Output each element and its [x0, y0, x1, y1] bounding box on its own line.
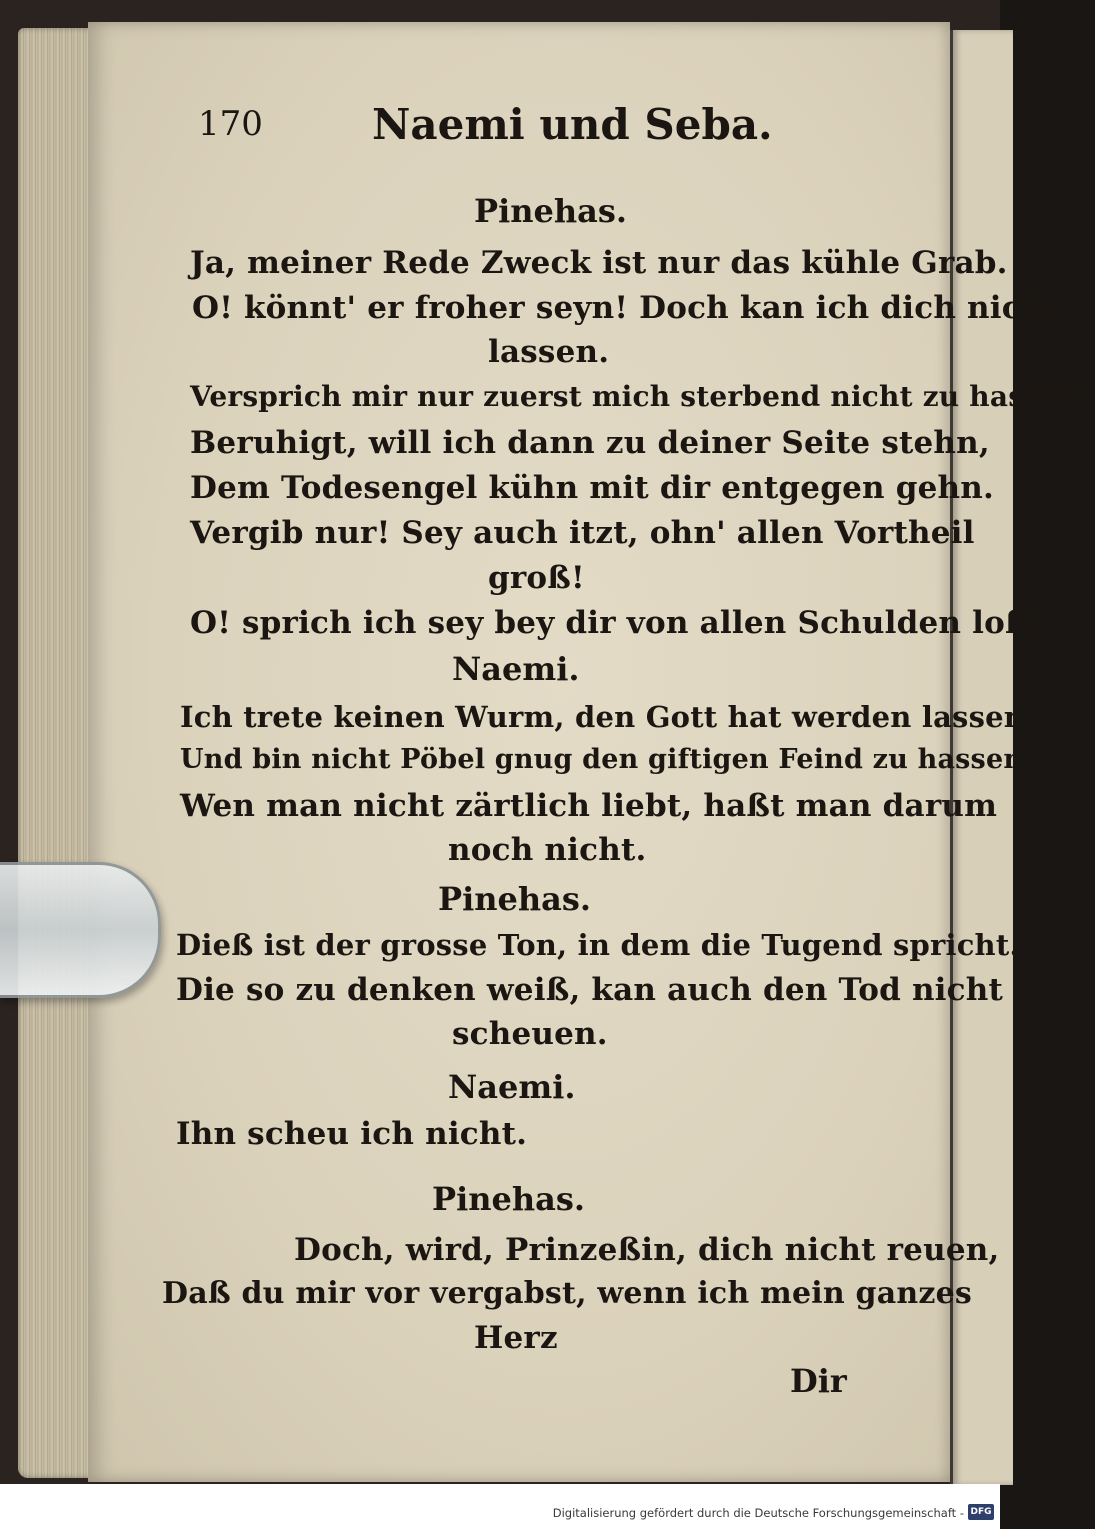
verse-line: Und bin nicht Pöbel gnug den giftigen Feind zu hassen.: [180, 744, 1033, 775]
verse-line: lassen.: [488, 334, 610, 370]
funding-credit: Digitalisierung gefördert durch die Deutsche Forschungsgemeinschaft -: [552, 1506, 964, 1520]
speaker-name: Pinehas.: [438, 880, 591, 918]
verse-line: Dem Todesengel kühn mit dir entgegen gehn.: [190, 470, 995, 506]
verse-line: Doch, wird, Prinzeßin, dich nicht reuen,: [294, 1232, 1000, 1268]
verse-line: groß!: [488, 560, 585, 596]
verse-line: Ja, meiner Rede Zweck ist nur das kühle Grab.: [190, 245, 1008, 281]
verse-line: Beruhigt, will ich dann zu deiner Seite stehn,: [190, 425, 990, 461]
running-title: Naemi und Seba.: [372, 100, 773, 149]
verse-line: Ich trete keinen Wurm, den Gott hat werden lassen: [180, 700, 1026, 734]
verse-line: Daß du mir vor vergabst, wenn ich mein ganzes: [162, 1276, 972, 1311]
verse-line: O! sprich ich sey bey dir von allen Schulden loß!: [190, 605, 1043, 641]
verse-line: Vergib nur! Sey auch itzt, ohn' allen Vortheil: [190, 515, 975, 551]
speaker-name: Naemi.: [448, 1068, 576, 1106]
speaker-name: Pinehas.: [432, 1180, 585, 1218]
catchword: Dir: [790, 1362, 847, 1400]
page-number: 170: [198, 104, 263, 144]
verse-line: Versprich mir nur zuerst mich sterbend nicht zu hassen?: [190, 380, 1095, 413]
verse-line: Ihn scheu ich nicht.: [176, 1116, 528, 1152]
verse-line: Dieß ist der grosse Ton, in dem die Tugend spricht.: [176, 928, 1020, 962]
verse-line: Wen man nicht zärtlich liebt, haßt man darum: [180, 788, 998, 824]
verse-line: O! könnt' er froher seyn! Doch kan ich dich nicht: [192, 290, 1059, 326]
verse-line: Herz: [474, 1320, 558, 1356]
verse-line: noch nicht.: [448, 832, 647, 868]
footer-bar: [0, 1484, 1000, 1529]
dfg-logo-icon: DFG: [968, 1504, 994, 1520]
verse-line: Die so zu denken weiß, kan auch den Tod nicht: [176, 972, 1003, 1008]
speaker-name: Naemi.: [452, 650, 580, 688]
speaker-name: Pinehas.: [474, 192, 627, 230]
verse-line: scheuen.: [452, 1016, 608, 1052]
